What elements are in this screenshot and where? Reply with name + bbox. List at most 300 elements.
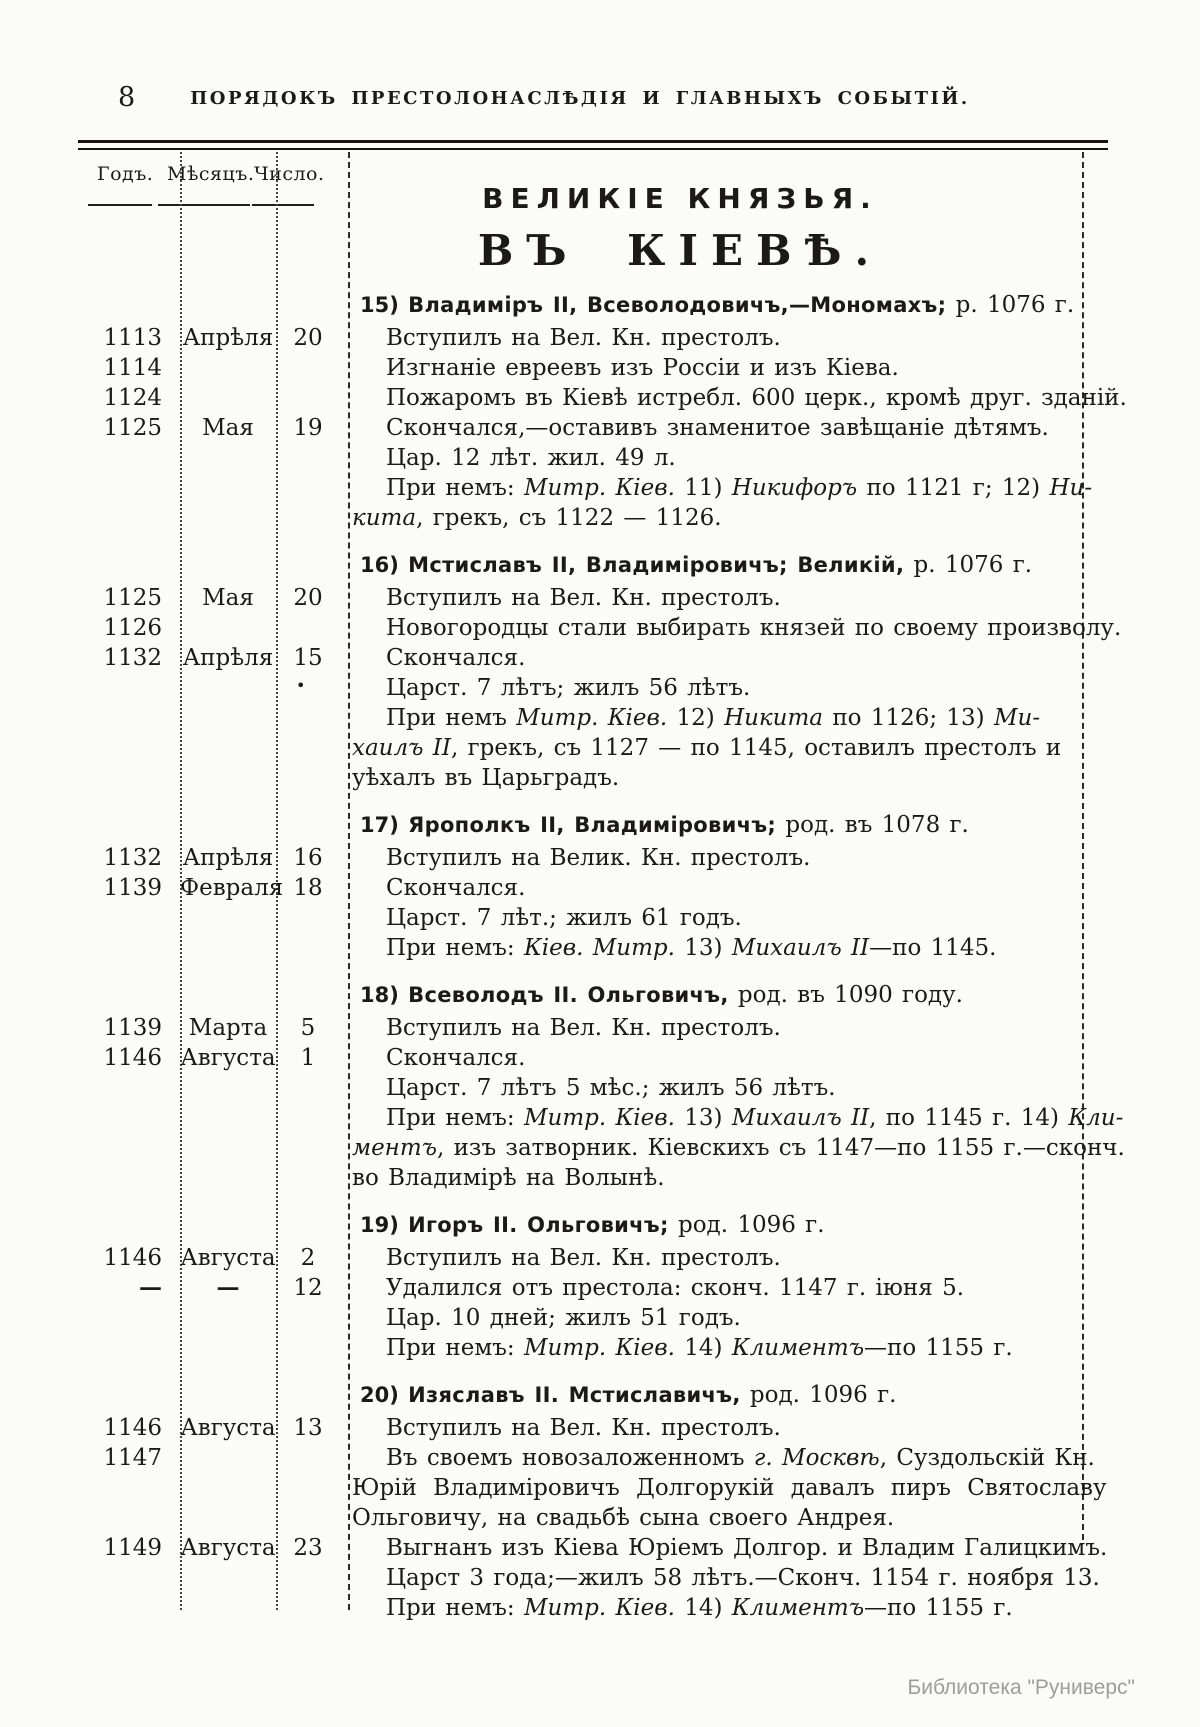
prince-heading-text [348, 547, 1080, 583]
italic-text: Кли- [1068, 1105, 1124, 1131]
event-text [348, 323, 1080, 353]
day-cell: 20 [293, 325, 323, 351]
day-cell [276, 1377, 348, 1413]
prince-name: Всеволодъ II. Ольговичъ, [408, 983, 729, 1007]
event-text [348, 473, 1092, 503]
month-cell [180, 903, 276, 933]
year-cell: 1126 [103, 615, 162, 641]
month-cell [180, 547, 276, 583]
text-segment: Царст 3 года;—жилъ 58 лѣтъ.—Сконч. 1154 г. ноября 13. [386, 1565, 1100, 1591]
text-segment: 11) [674, 475, 732, 501]
day-cell [276, 1133, 348, 1163]
column-underline-month [158, 204, 250, 206]
italic-text: Климентъ [731, 1595, 865, 1621]
month-cell [180, 473, 276, 503]
year-cell [80, 1103, 180, 1133]
text-segment: Изгнаніе евреевъ изъ Россіи и изъ Кіева. [386, 355, 899, 381]
month-cell [180, 443, 276, 473]
table-row [80, 413, 1080, 443]
year-cell: 1146 [103, 1045, 162, 1071]
day-cell: 20 [293, 585, 323, 611]
text-segment: 14) [674, 1335, 732, 1361]
prince-heading-text [348, 1207, 1080, 1243]
italic-text: Митр. Кіев. [516, 705, 668, 731]
table-row [80, 473, 1093, 503]
month-cell [180, 353, 276, 383]
prince-number: 16) [360, 553, 409, 577]
italic-text: Митр. Кіев. [523, 475, 675, 501]
event-text [348, 1273, 1080, 1303]
table-row [80, 1333, 1080, 1363]
running-header: ПОРЯДОКЪ ПРЕСТОЛОНАСЛѢДІЯ И ГЛАВНЫХЪ СОБЫТІЙ. [190, 88, 970, 109]
text-segment: Скончался. [386, 1045, 526, 1071]
italic-text: Митр. Кіев. [523, 1335, 675, 1361]
event-text [348, 733, 1080, 763]
year-cell: 1114 [103, 355, 162, 381]
year-cell [80, 673, 180, 703]
text-segment: Вступилъ на Вел. Кн. престолъ. [386, 1245, 781, 1271]
month-cell [180, 1133, 276, 1163]
prince-heading-tail: род. въ 1090 году. [728, 982, 963, 1008]
table-row [80, 1413, 1080, 1443]
event-text [348, 673, 1080, 703]
month-cell [180, 703, 276, 733]
prince-heading-tail: род. 1096 г. [668, 1212, 825, 1238]
year-cell [80, 547, 180, 583]
table-row [80, 1563, 1100, 1593]
month-cell: Марта [188, 1015, 268, 1041]
year-cell: 1149 [103, 1535, 162, 1561]
text-segment: Скончался,—оставивъ знаменитое завѣщаніе дѣтямъ. [386, 415, 1049, 441]
prince-heading [80, 547, 1080, 583]
section-subtitle: ВЪ КІЕВѢ. [477, 226, 883, 275]
month-cell: — [216, 1274, 240, 1301]
day-cell: 15 [293, 645, 323, 671]
day-cell [276, 733, 348, 763]
table-row [80, 903, 1080, 933]
event-text [348, 503, 1080, 533]
month-cell: Апрѣля [182, 325, 274, 351]
table-row [80, 1103, 1124, 1133]
text-segment: Скончался. [386, 875, 526, 901]
text-segment: Удалился отъ престола: сконч. 1147 г. іюня 5. [386, 1275, 965, 1301]
text-segment: , Суздольскій Кн. [879, 1445, 1095, 1471]
day-cell [276, 353, 348, 383]
italic-text: Кіев. Митр. [523, 935, 675, 961]
year-cell: — [139, 1274, 162, 1301]
text-segment: Вступилъ на Вел. Кн. престолъ. [386, 325, 781, 351]
day-cell: 5 [300, 1015, 316, 1041]
table-row [80, 1043, 1080, 1073]
text-segment: Пожаромъ въ Кіевѣ истребл. 600 церк., кромѣ друг. зданій. [386, 385, 1127, 411]
text-segment: 13) [674, 1105, 732, 1131]
day-cell [276, 383, 348, 413]
text-segment: Въ своемъ новозаложенномъ [386, 1445, 754, 1471]
year-cell [80, 1207, 180, 1243]
month-cell: Мая [202, 585, 254, 611]
text-segment: При немъ: [386, 1335, 524, 1361]
prince-heading [80, 1377, 1080, 1413]
table-row [80, 1593, 1080, 1623]
text-segment: Царст. 7 лѣтъ; жилъ 56 лѣтъ. [386, 675, 751, 701]
year-cell [80, 1163, 180, 1193]
month-cell [180, 977, 276, 1013]
day-cell [276, 473, 348, 503]
month-cell [180, 1593, 276, 1623]
month-cell [180, 1303, 276, 1333]
table-row [80, 673, 1080, 703]
day-cell: 12 [293, 1275, 323, 1301]
year-cell: 1146 [103, 1245, 162, 1271]
text-segment: , грекъ, съ 1122 — 1126. [416, 505, 722, 531]
month-cell [180, 287, 276, 323]
text-segment: по 1121 г; 12) [857, 475, 1050, 501]
italic-text: Климентъ [731, 1335, 865, 1361]
year-cell: 1132 [103, 645, 162, 671]
text-segment: Новогородцы стали выбирать князей по своему произволу. [386, 615, 1122, 641]
italic-text: хаилъ II [352, 735, 451, 761]
text-segment: Ольговичу, на свадьбѣ сына своего Андрея. [352, 1505, 895, 1531]
month-cell [180, 613, 276, 643]
text-segment: по 1126; 13) [823, 705, 994, 731]
day-cell [276, 1333, 348, 1363]
year-cell: 1125 [103, 415, 162, 441]
table-row [80, 1443, 1095, 1473]
text-segment: уѣхалъ въ Царьградъ. [352, 765, 620, 791]
text-segment: Юрій Владиміровичъ Долгорукій давалъ пиръ Святославу [352, 1475, 1107, 1501]
event-text [348, 1133, 1125, 1163]
event-text [348, 843, 1080, 873]
table-row [80, 1303, 1080, 1333]
text-segment: Цар. 10 дней; жилъ 51 годъ. [386, 1305, 741, 1331]
text-segment: При немъ: [386, 935, 524, 961]
table-row [80, 583, 1080, 613]
year-cell [80, 703, 180, 733]
day-cell: 18 [293, 875, 323, 901]
month-cell [180, 933, 276, 963]
day-cell [276, 1563, 348, 1593]
month-cell [180, 1073, 276, 1103]
page-number: 8 [118, 82, 136, 113]
year-cell [80, 1593, 180, 1623]
year-cell [80, 807, 180, 843]
year-cell [80, 1073, 180, 1103]
prince-heading-text [348, 977, 1080, 1013]
year-cell [80, 933, 180, 963]
prince-heading-tail: р. 1076 г. [904, 552, 1033, 578]
prince-name: Ярополкъ II, Владиміровичъ; [408, 813, 777, 837]
column-underline-year [88, 204, 152, 206]
event-text [348, 353, 1080, 383]
day-cell [276, 1593, 348, 1623]
year-cell [80, 1563, 180, 1593]
prince-heading-tail: род. 1096 г. [740, 1382, 897, 1408]
table-row [80, 1273, 1080, 1303]
day-cell [276, 1103, 348, 1133]
year-cell [80, 503, 180, 533]
text-segment: —по 1145. [869, 935, 997, 961]
prince-heading [80, 807, 1080, 843]
italic-text: Никита [724, 705, 824, 731]
event-text [348, 1013, 1080, 1043]
year-cell [80, 733, 180, 763]
year-cell: 1139 [103, 1015, 162, 1041]
day-cell [276, 503, 348, 533]
year-cell [80, 473, 180, 503]
right-page-rule [1082, 152, 1084, 1540]
event-text [348, 1163, 1080, 1193]
day-cell [276, 1207, 348, 1243]
italic-text: г. Москвѣ [753, 1445, 880, 1471]
event-text [348, 933, 1080, 963]
month-cell [180, 1333, 276, 1363]
day-cell [276, 703, 348, 733]
month-cell [180, 1443, 276, 1473]
text-segment: во Владимірѣ на Волынѣ. [352, 1165, 665, 1191]
year-cell [80, 1377, 180, 1413]
event-text [348, 1533, 1107, 1563]
table-row [80, 383, 1127, 413]
month-cell [180, 673, 276, 703]
month-cell: Августа [180, 1415, 276, 1441]
day-cell [276, 807, 348, 843]
table-row [80, 613, 1122, 643]
day-cell [276, 613, 348, 643]
table-row [80, 933, 1080, 963]
month-cell: Февраля [180, 875, 284, 901]
column-header-year: Годъ. [97, 163, 154, 185]
day-cell [276, 977, 348, 1013]
library-watermark: Библиотека "Руниверс" [907, 1676, 1135, 1699]
year-cell: 1147 [103, 1445, 162, 1471]
month-cell [180, 503, 276, 533]
italic-text: кита [352, 505, 417, 531]
text-segment: —по 1155 г. [864, 1335, 1013, 1361]
table-row [80, 763, 1080, 793]
month-cell: Мая [202, 415, 254, 441]
prince-heading [80, 287, 1080, 323]
event-text [348, 703, 1080, 733]
event-text [348, 873, 1080, 903]
italic-text: Михаилъ II [731, 935, 870, 961]
text-segment: Вступилъ на Вел. Кн. престолъ. [386, 585, 781, 611]
year-cell: 1125 [103, 585, 162, 611]
prince-number: 20) [360, 1383, 409, 1407]
table-row [80, 1473, 1107, 1503]
month-cell [180, 1207, 276, 1243]
table-row [80, 323, 1080, 353]
day-cell [276, 1503, 348, 1533]
table-row [80, 733, 1080, 763]
day-cell: 2 [300, 1245, 316, 1271]
prince-name: Владиміръ II, Всеволодовичъ,—Мономахъ; [408, 293, 947, 317]
event-text [348, 1243, 1080, 1273]
section-title: ВЕЛИКІЕ КНЯЗЬЯ. [482, 182, 878, 215]
year-cell [80, 1473, 180, 1503]
table-row [80, 1133, 1125, 1163]
italic-text: Митр. Кіев. [523, 1595, 675, 1621]
column-header-month: Мѣсяцъ. [167, 163, 255, 185]
table-row [80, 703, 1080, 733]
table-row [80, 1073, 1080, 1103]
italic-text: Ми- [993, 705, 1041, 731]
prince-heading-text [348, 287, 1080, 323]
year-cell: 1132 [103, 845, 162, 871]
month-cell: Апрѣля [182, 645, 274, 671]
event-text [348, 1333, 1080, 1363]
text-segment: —по 1155 г. [864, 1595, 1013, 1621]
day-cell [276, 933, 348, 963]
ink-dot-artifact: • [296, 676, 306, 695]
entries [80, 273, 1127, 1623]
year-cell: 1139 [103, 875, 162, 901]
month-cell [180, 1103, 276, 1133]
prince-heading-tail: р. 1076 г. [946, 292, 1075, 318]
table-row [80, 1503, 1080, 1533]
day-cell [276, 1163, 348, 1193]
event-text [348, 1073, 1080, 1103]
year-cell: 1124 [103, 385, 162, 411]
text-segment: Царст. 7 лѣтъ 5 мѣс.; жилъ 56 лѣтъ. [386, 1075, 836, 1101]
italic-text: Михаилъ II [731, 1105, 870, 1131]
table-row [80, 353, 1080, 383]
month-cell [180, 1377, 276, 1413]
day-cell: 13 [293, 1415, 323, 1441]
text-segment: , грекъ, съ 1127 — по 1145, оставилъ престолъ и [450, 735, 1062, 761]
table-row [80, 1243, 1080, 1273]
text-segment: Выгнанъ изъ Кіева Юріемъ Долгор. и Владим Галицкимъ. [386, 1535, 1108, 1561]
day-cell [276, 547, 348, 583]
year-cell [80, 1333, 180, 1363]
day-cell [276, 443, 348, 473]
day-cell [276, 763, 348, 793]
month-cell [180, 807, 276, 843]
day-cell: 16 [293, 845, 323, 871]
text-segment: Цар. 12 лѣт. жил. 49 л. [386, 445, 676, 471]
month-cell [180, 1563, 276, 1593]
month-cell [180, 383, 276, 413]
prince-heading-text [348, 807, 1080, 843]
prince-name: Игоръ II. Ольговичъ; [408, 1213, 669, 1237]
italic-text: ментъ [352, 1135, 437, 1161]
day-cell: 23 [293, 1535, 323, 1561]
text-segment: При немъ: [386, 1105, 524, 1131]
event-text [348, 1413, 1080, 1443]
month-cell [180, 733, 276, 763]
day-cell [276, 1073, 348, 1103]
day-cell: 19 [293, 415, 323, 441]
day-cell [276, 1303, 348, 1333]
table-row [80, 503, 1080, 533]
year-cell [80, 443, 180, 473]
month-cell: Августа [180, 1245, 276, 1271]
italic-text: Ни- [1049, 475, 1093, 501]
event-text [348, 613, 1121, 643]
month-cell: Августа [180, 1535, 276, 1561]
day-cell [276, 1473, 348, 1503]
month-cell: Апрѣля [182, 845, 274, 871]
event-text [348, 1103, 1123, 1133]
event-text [348, 643, 1080, 673]
text-segment: 13) [674, 935, 732, 961]
prince-heading-tail: род. въ 1078 г. [776, 812, 969, 838]
year-cell [80, 1303, 180, 1333]
event-text [348, 583, 1080, 613]
event-text [348, 763, 1080, 793]
month-cell [180, 1163, 276, 1193]
year-cell [80, 1503, 180, 1533]
event-text [348, 1303, 1080, 1333]
day-cell: 1 [300, 1045, 316, 1071]
text-segment: Вступилъ на Вел. Кн. престолъ. [386, 1015, 781, 1041]
month-cell [180, 1503, 276, 1533]
italic-text: Никифоръ [731, 475, 858, 501]
prince-heading [80, 977, 1080, 1013]
year-cell: 1113 [103, 325, 162, 351]
text-segment: , по 1145 г. 14) [869, 1105, 1069, 1131]
column-header-day: Число. [254, 163, 325, 185]
text-segment: При немъ [386, 705, 517, 731]
table-row [80, 643, 1080, 673]
day-cell [276, 673, 348, 703]
event-text [348, 1593, 1080, 1623]
day-cell [276, 287, 348, 323]
year-cell [80, 977, 180, 1013]
table-row [80, 1163, 1080, 1193]
event-text [348, 903, 1080, 933]
prince-heading [80, 1207, 1080, 1243]
year-cell [80, 763, 180, 793]
italic-text: Митр. Кіев. [523, 1105, 675, 1131]
year-cell [80, 287, 180, 323]
month-cell: Августа [180, 1045, 276, 1071]
text-segment: Скончался. [386, 645, 526, 671]
prince-number: 17) [360, 813, 409, 837]
month-cell [180, 763, 276, 793]
text-segment: При немъ: [386, 1595, 524, 1621]
table-row [80, 873, 1080, 903]
event-text [348, 1563, 1100, 1593]
table-row [80, 1533, 1108, 1563]
event-text [348, 1473, 1107, 1503]
event-text [348, 443, 1080, 473]
table-row [80, 1013, 1080, 1043]
prince-name: Мстиславъ II, Владиміровичъ; Великій, [408, 553, 905, 577]
event-text [348, 413, 1080, 443]
year-cell [80, 1133, 180, 1163]
month-cell [180, 1473, 276, 1503]
event-text [348, 1443, 1095, 1473]
text-segment: Царст. 7 лѣт.; жилъ 61 годъ. [386, 905, 742, 931]
prince-name: Изяславъ II. Мстиславичъ, [408, 1383, 741, 1407]
event-text [348, 383, 1127, 413]
text-segment: 12) [667, 705, 725, 731]
prince-heading-text [348, 1377, 1080, 1413]
day-cell [276, 1443, 348, 1473]
column-underline-day [252, 204, 314, 206]
text-segment: 14) [674, 1595, 732, 1621]
header-double-rule [78, 140, 1108, 150]
text-segment: Вступилъ на Вел. Кн. престолъ. [386, 1415, 781, 1441]
prince-number: 18) [360, 983, 409, 1007]
day-cell [276, 903, 348, 933]
table-row [80, 443, 1080, 473]
text-segment: При немъ: [386, 475, 524, 501]
text-segment: , изъ затворник. Кіевскихъ съ 1147—по 1155 г.—сконч. [436, 1135, 1125, 1161]
text-segment: Вступилъ на Велик. Кн. престолъ. [386, 845, 811, 871]
prince-number: 19) [360, 1213, 409, 1237]
event-text [348, 1043, 1080, 1073]
